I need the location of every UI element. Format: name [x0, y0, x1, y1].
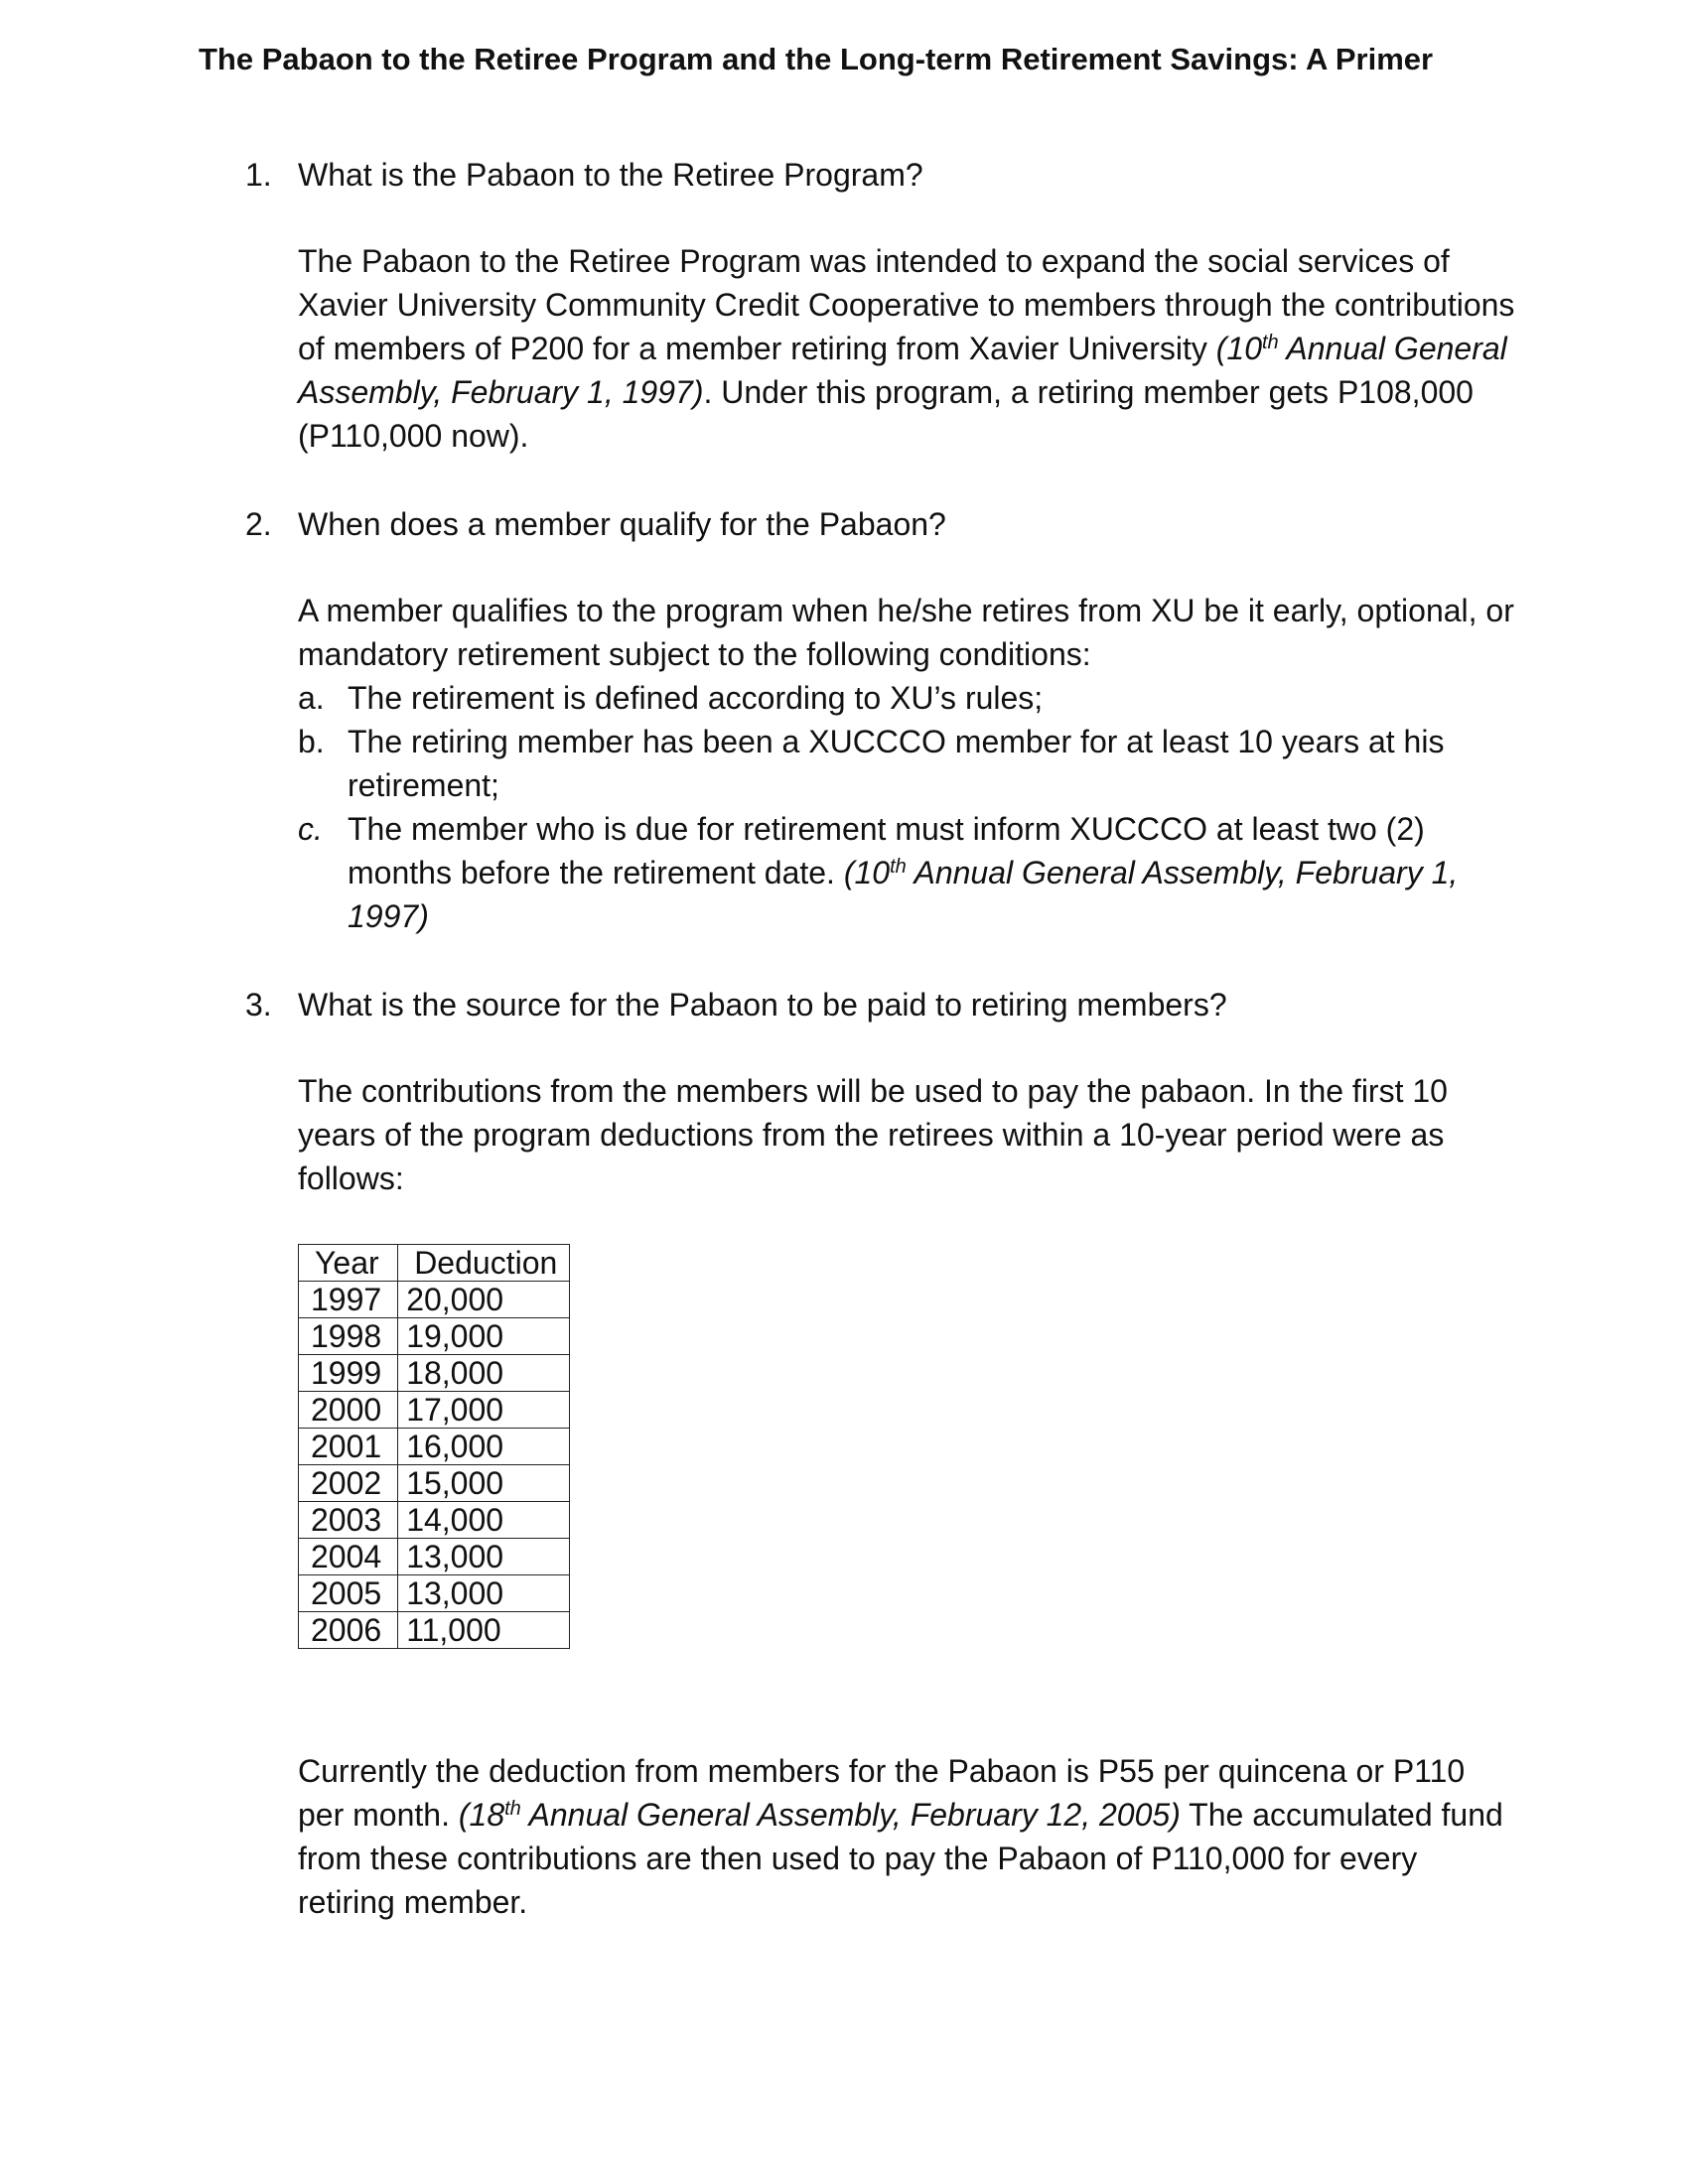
- table-row: [299, 1392, 570, 1429]
- deduction-cell: 14,000: [398, 1502, 570, 1539]
- table-row: [299, 1429, 570, 1465]
- table-row: [299, 1355, 570, 1392]
- year-cell: 2006: [299, 1612, 398, 1649]
- year-cell: 2004: [299, 1539, 398, 1575]
- table-row: [299, 1612, 570, 1649]
- q1-ref-open: (10: [1215, 331, 1262, 366]
- q3-closing: [298, 1749, 1519, 1924]
- q2-ref-open: (10: [843, 855, 891, 890]
- q3-ref-rest: Annual General Assembly, February 12, 2005): [520, 1797, 1181, 1833]
- year-cell: 1999: [299, 1355, 398, 1392]
- deduction-cell: 13,000: [398, 1539, 570, 1575]
- q2-condition-a: [298, 676, 1519, 720]
- q3-closing-text-2: The accumulated fund from these contributions are then used to pay the Pabaon of P110,000 for every retiring member.: [298, 1797, 1503, 1920]
- table-row: [299, 1502, 570, 1539]
- q2-condition-b: [298, 720, 1519, 807]
- year-cell: 2005: [299, 1575, 398, 1612]
- q2-condition-a-label: a.: [298, 680, 325, 716]
- year-cell: 2001: [299, 1429, 398, 1465]
- q1-answer: [298, 239, 1519, 458]
- q3-reference: [459, 1797, 1181, 1833]
- year-cell: 1997: [299, 1282, 398, 1318]
- deduction-cell: 18,000: [398, 1355, 570, 1392]
- q3-intro: The contributions from the members will be used to pay the pabaon. In the first 10 years of the program deductions from the retirees within a 10-year period were as follows:: [298, 1073, 1448, 1196]
- deduction-table-header-row: [299, 1245, 570, 1282]
- year-cell: 2000: [299, 1392, 398, 1429]
- q1-number: 1.: [245, 157, 272, 193]
- q2-number: 2.: [245, 506, 272, 542]
- q1-answer-text-1: The Pabaon to the Retiree Program was intended to expand the social services of Xavier University Community Credit Cooperative to members through the contributions of members of P200 for a member retiring from Xavier University: [298, 243, 1515, 366]
- q2-intro: A member qualifies to the program when he/she retires from XU be it early, optional, or mandatory retirement subject to the following conditions:: [298, 593, 1514, 672]
- q2-condition-a-text: The retirement is defined according to XU’s rules;: [348, 680, 1044, 716]
- table-row: [299, 1539, 570, 1575]
- q2-condition-b-label: b.: [298, 724, 325, 759]
- table-row: [299, 1318, 570, 1355]
- q3-ref-open: (18: [458, 1797, 505, 1833]
- q3-question: What is the source for the Pabaon to be paid to retiring members?: [298, 987, 1227, 1023]
- q2-ref-rest: Annual General Assembly, February 1, 1997): [348, 855, 1459, 934]
- q2-condition-c-body: [348, 807, 1519, 938]
- document-title: The Pabaon to the Retiree Program and the Long-term Retirement Savings: A Primer: [199, 42, 1434, 76]
- year-cell: 1998: [299, 1318, 398, 1355]
- deduction-cell: 19,000: [398, 1318, 570, 1355]
- q3-number: 3.: [245, 987, 272, 1023]
- deduction-cell: 20,000: [398, 1282, 570, 1318]
- deduction-cell: 13,000: [398, 1575, 570, 1612]
- year-cell: 2003: [299, 1502, 398, 1539]
- deduction-cell: 16,000: [398, 1429, 570, 1465]
- column-header-deduction: Deduction: [398, 1245, 570, 1282]
- q1-ref-rest: Annual General Assembly, February 1, 1997): [298, 331, 1507, 410]
- column-header-year: Year: [299, 1245, 398, 1282]
- q2-question: When does a member qualify for the Pabaon?: [298, 506, 946, 542]
- deduction-cell: 15,000: [398, 1465, 570, 1502]
- table-row: [299, 1465, 570, 1502]
- table-row: [299, 1282, 570, 1318]
- table-row: [299, 1575, 570, 1612]
- q2-condition-c-label: c.: [298, 811, 323, 847]
- year-cell: 2002: [299, 1465, 398, 1502]
- q1-answer-text-2: . Under this program, a retiring member gets P108,000 (P110,000 now).: [298, 374, 1474, 454]
- q1-question: What is the Pabaon to the Retiree Program?: [298, 157, 923, 193]
- deduction-cell: 11,000: [398, 1612, 570, 1649]
- q2-condition-c: [298, 807, 1519, 938]
- q3-closing-text-1: Currently the deduction from members for the Pabaon is P55 per quincena or P110 per month.: [298, 1753, 1466, 1833]
- deduction-table: [298, 1244, 570, 1649]
- deduction-cell: 17,000: [398, 1392, 570, 1429]
- q1-ref-sup: th: [1262, 332, 1279, 353]
- q2-condition-c-text: The member who is due for retirement must inform XUCCCO at least two (2) months before the retirement date.: [348, 811, 1425, 890]
- q3-ref-sup: th: [504, 1798, 521, 1820]
- q2-condition-b-text: The retiring member has been a XUCCCO member for at least 10 years at his retirement;: [348, 724, 1445, 803]
- q2-ref-sup: th: [890, 856, 907, 878]
